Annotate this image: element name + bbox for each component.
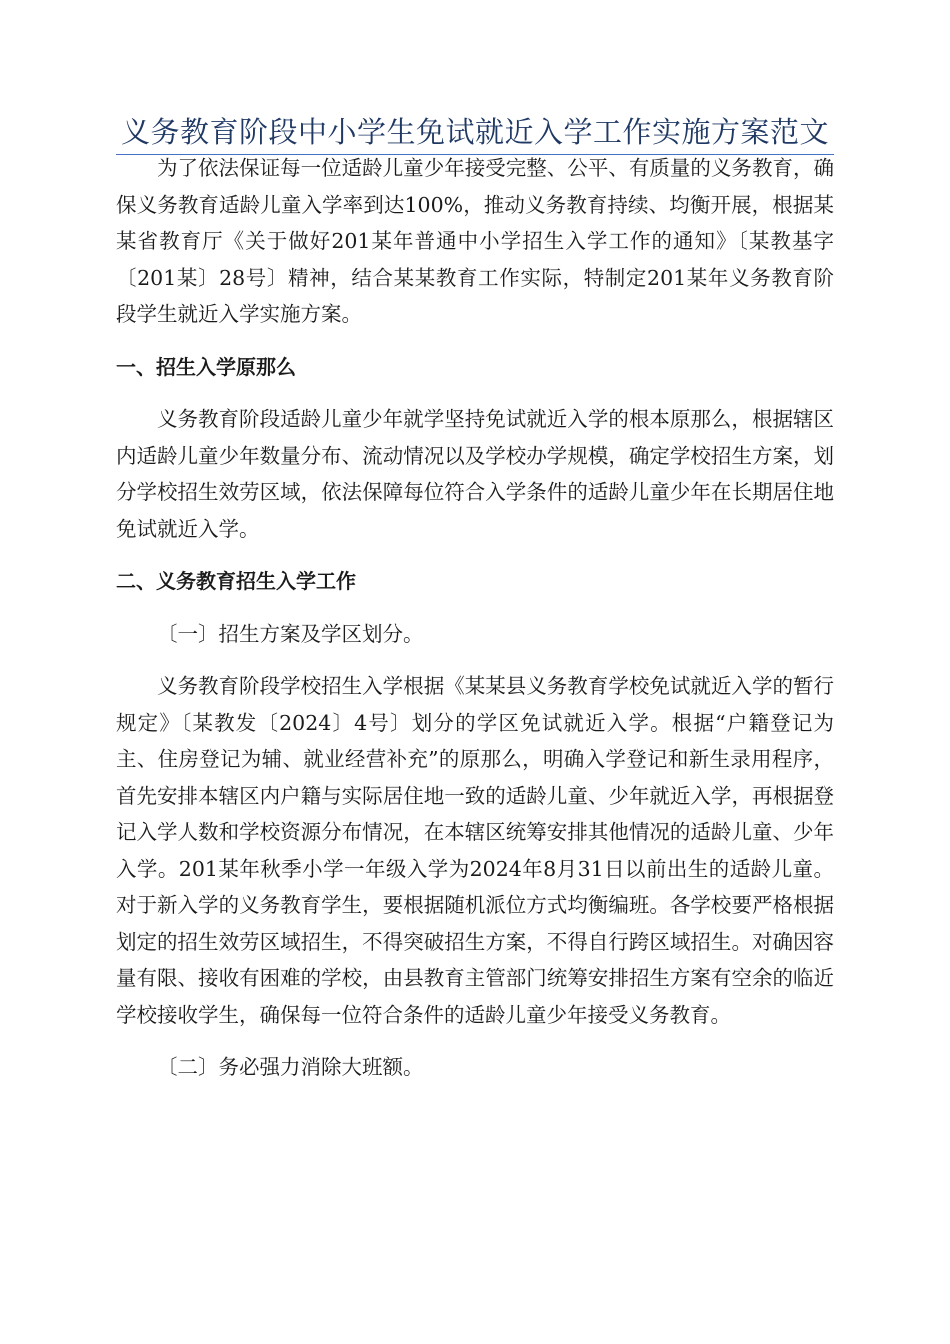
document-body (116, 150, 834, 1086)
subsection-heading-1: 〔一〕招生方案及学区划分。 (157, 621, 424, 646)
subsection-heading-2: 〔二〕务必强力消除大班额。 (157, 1055, 424, 1079)
document-title: 义务教育阶段中小学生免试就近入学工作实施方案范文 (120, 115, 829, 149)
section-heading-2: 二、义务教育招生入学工作 (116, 569, 356, 593)
intro-paragraph: 为了依法保证每一位适龄儿童少年接受完整、公平、有质量的义务教育，确保义务教育适龄儿童入学率到达100%，推动义务教育持续、均衡开展，根据某某省教育厅《关于做好201某年普通中小学招生入学工作的通知》〔某教基字〔201某〕28号〕精神，结合某某教育工作实际，特制定201某年义务教育阶段学生就近入学实施方案。 (116, 156, 834, 326)
section-2-paragraph: 义务教育阶段学校招生入学根据《某某县义务教育学校免试就近入学的暂行规定》〔某教发〔2024〕4号〕划分的学区免试就近入学。根据“户籍登记为主、住房登记为辅、就业经营补充”的原那么，明确入学登记和新生录用程序，首先安排本辖区内户籍与实际居住地一致的适龄儿童、少年就近入学，再根据登记入学人数和学校资源分布情况，在本辖区统筹安排其他情况的适龄儿童、少年入学。201某年秋季小学一年级入学为2024年8月31日以前出生的适龄儿童。对于新入学的义务教育学生，要根据随机派位方式均衡编班。各学校要严格根据划定的招生效劳区域招生，不得突破招生方案，不得自行跨区域招生。对确因容量有限、接收有困难的学校，由县教育主管部门统筹安排招生方案有空余的临近学校接收学生，确保每一位符合条件的适龄儿童少年接受义务教育。 (116, 674, 834, 1027)
section-1-paragraph: 义务教育阶段适龄儿童少年就学坚持免试就近入学的根本原那么，根据辖区内适龄儿童少年数量分布、流动情况以及学校办学规模，确定学校招生方案，划分学校招生效劳区域，依法保障每位符合入学条件的适龄儿童少年在长期居住地免试就近入学。 (116, 407, 834, 541)
section-heading-1: 一、招生入学原那么 (116, 354, 296, 379)
